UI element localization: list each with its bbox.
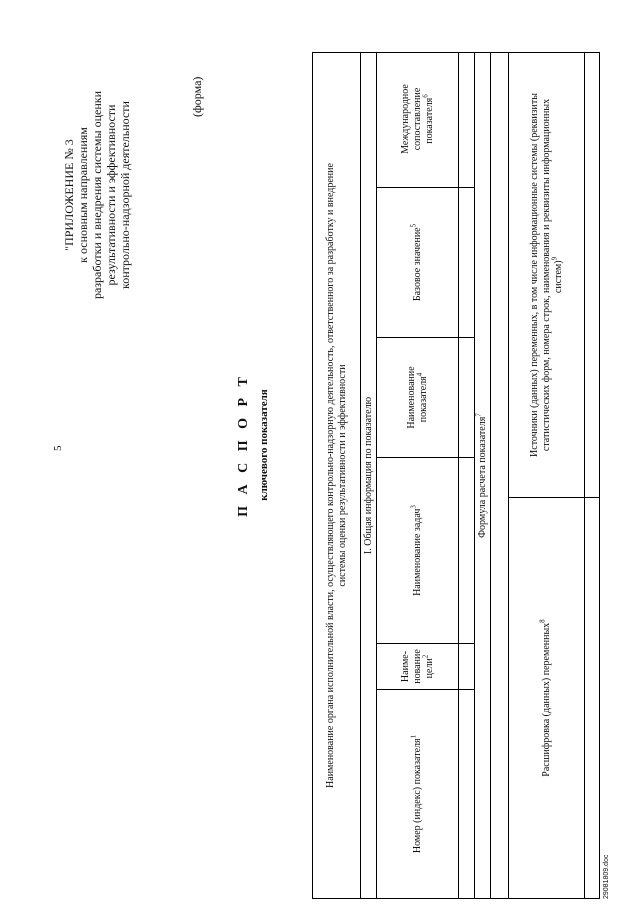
table-row	[459, 53, 475, 898]
table-cell	[585, 53, 599, 498]
vars-breakdown-label: Расшифровка (данных) переменных$^8$	[538, 619, 552, 777]
document-id: 29081809.doc	[603, 854, 610, 899]
table-row	[491, 53, 509, 898]
appendix-header	[62, 45, 132, 345]
table-cell	[459, 51, 474, 188]
table-cell	[459, 644, 474, 690]
header-label: Международное сопоставление показателя$^6$	[399, 84, 435, 154]
page-subtitle: ключевого показателя	[258, 389, 270, 501]
page-number: 5	[52, 445, 64, 451]
table-header-row	[509, 53, 585, 898]
table-cell	[459, 458, 474, 644]
header-label: Наименование задач$^3$	[409, 505, 423, 596]
table-row	[313, 53, 361, 898]
document-sheet	[0, 20, 620, 905]
table-row	[585, 53, 599, 898]
formula-label: Формула расчета показателя$^7$	[474, 413, 488, 538]
header-label: Наиме- нование цели$^2$	[399, 649, 435, 684]
header-cell	[377, 188, 458, 338]
table-cell	[459, 188, 474, 338]
header-cell	[377, 51, 458, 188]
appendix-line: к основным направлениям	[76, 127, 90, 263]
table-cell	[585, 498, 599, 898]
header-cell	[377, 458, 458, 644]
section-header	[361, 53, 376, 898]
passport-title	[236, 365, 270, 525]
table-row	[475, 53, 491, 898]
org-name-cell	[313, 59, 360, 892]
header-label: Номер (индекс) показателя$^1$	[409, 734, 423, 854]
page-title: П А С П О Р Т	[236, 373, 251, 517]
table-row	[361, 53, 377, 898]
section-general-label: I. Общая информация по показателю	[362, 396, 374, 555]
table-header-row	[377, 53, 459, 898]
table-cell	[459, 338, 474, 458]
form-label: (форма)	[190, 76, 204, 117]
header-cell	[509, 498, 584, 898]
header-cell	[377, 338, 458, 458]
appendix-line: результативности и эффективности	[104, 104, 118, 286]
header-cell	[377, 644, 458, 690]
header-label: Базовое значение$^5$	[409, 223, 423, 302]
formula-header	[475, 53, 490, 898]
table-cell	[459, 690, 474, 898]
org-name-label: Наименование органа исполнительной власти, осуществляющего контрольно-надзорную деятельность, ответственного за разработку и внедрение системы оценки результативности и эффективности	[324, 163, 348, 788]
appendix-line: контрольно-надзорной деятельности	[118, 101, 132, 289]
appendix-line: разработки и внедрения системы оценки	[90, 90, 104, 300]
header-cell	[509, 53, 584, 498]
appendix-title: "ПРИЛОЖЕНИЕ № 3	[62, 139, 76, 251]
header-cell	[377, 690, 458, 898]
header-label: Наименование показателя$^4$	[405, 366, 429, 429]
vars-sources-label: Источники (данных) переменных, в том числе информационные системы (реквизиты статистических форм, номера строк, наименования и реквизиты информационных систем)$^9$	[528, 93, 564, 457]
passport-table	[312, 52, 600, 899]
